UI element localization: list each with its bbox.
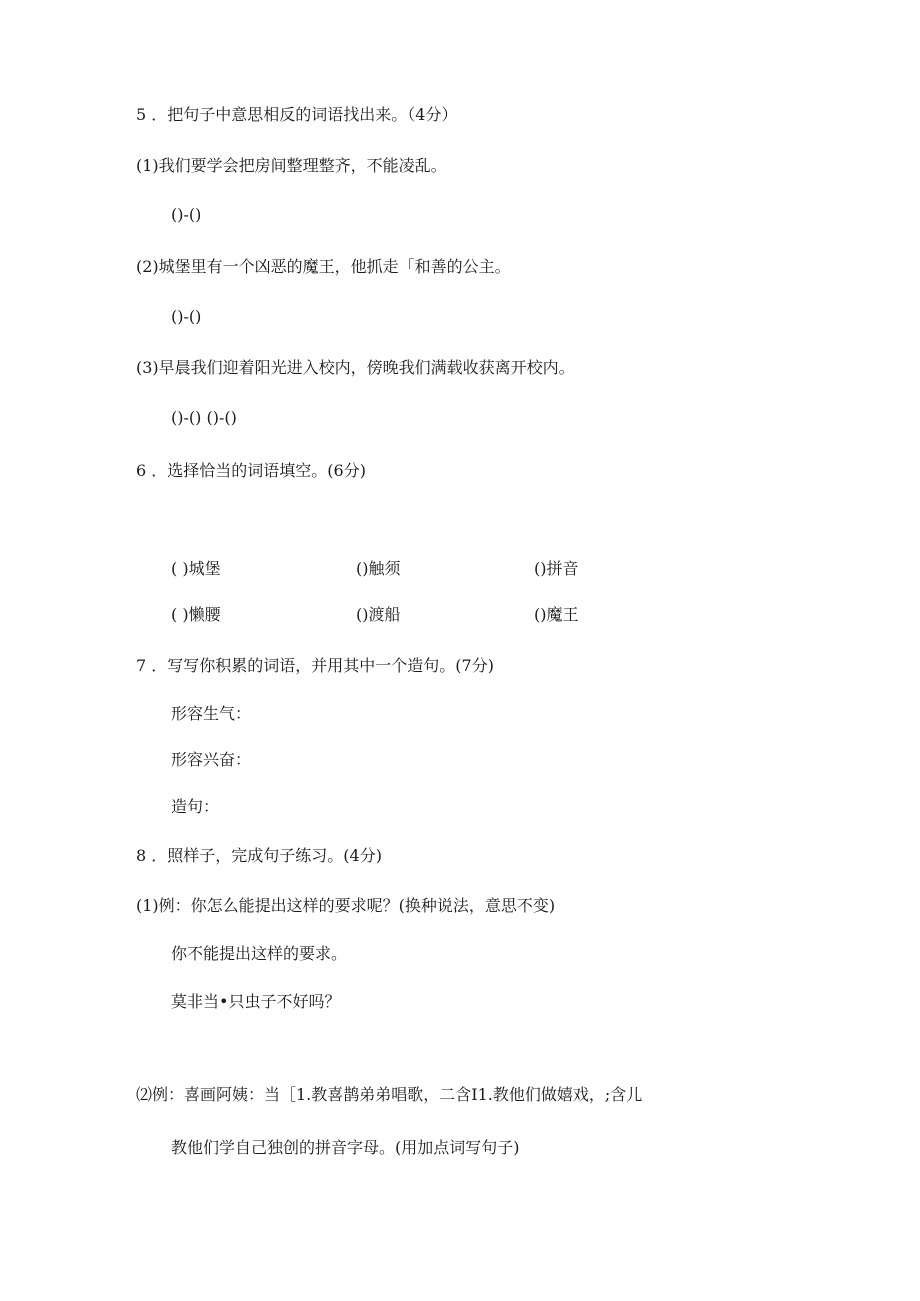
question-5-sentence-3: (3)早晨我们迎着阳光进入校内，傍晚我们满载收获离开校内。 bbox=[136, 358, 575, 377]
blank-antenna: ()触须 bbox=[356, 559, 401, 578]
question-5-sentence-1: (1)我们要学会把房间整理整齐，不能凌乱。 bbox=[136, 156, 447, 175]
question-5-sentence-2: (2)城堡里有一个凶恶的魔王，他抓走「和善的公主。 bbox=[136, 257, 511, 276]
question-8-title: 8 ．照样子，完成句子练习。(4分) bbox=[136, 846, 382, 865]
blank-castle: ( )城堡 bbox=[171, 559, 221, 578]
question-8-example-1-task: 莫非当•只虫子不好吗？ bbox=[171, 992, 341, 1011]
question-5-answer-3: ()-() ()-() bbox=[171, 408, 237, 427]
blank-stretch: ( )懒腰 bbox=[171, 605, 221, 624]
question-8-example-1-sample: 你不能提出这样的要求。 bbox=[171, 944, 348, 963]
question-8-example-2-continued: 教他们学自己独创的拼音字母。(用加点词写句子) bbox=[171, 1138, 520, 1157]
question-5-answer-2: ()-() bbox=[171, 307, 202, 326]
describe-excited-label: 形容兴奋： bbox=[171, 750, 252, 769]
question-5-title: 5 ．把句子中意思相反的词语找出来。（4分） bbox=[136, 105, 458, 124]
blank-pinyin: ()拼音 bbox=[534, 559, 579, 578]
question-8-example-1: (1)例：你怎么能提出这样的要求呢？(换种说法，意思不变) bbox=[136, 896, 556, 915]
question-6-title: 6 ．选择恰当的词语填空。(6分) bbox=[136, 461, 366, 480]
question-7-title: 7 ．写写你积累的词语，并用其中一个造句。(7分) bbox=[136, 656, 494, 675]
make-sentence-label: 造句： bbox=[171, 797, 220, 816]
question-8-example-2: ⑵例：喜画阿姨：当［1.教喜鹊弟弟唱歌，二含I1.教他们做嬉戏，;含儿 bbox=[136, 1085, 643, 1104]
blank-ferry: ()渡船 bbox=[356, 605, 401, 624]
describe-angry-label: 形容生气： bbox=[171, 704, 252, 723]
question-5-answer-1: ()-() bbox=[171, 205, 202, 224]
blank-demon: ()魔王 bbox=[534, 605, 579, 624]
